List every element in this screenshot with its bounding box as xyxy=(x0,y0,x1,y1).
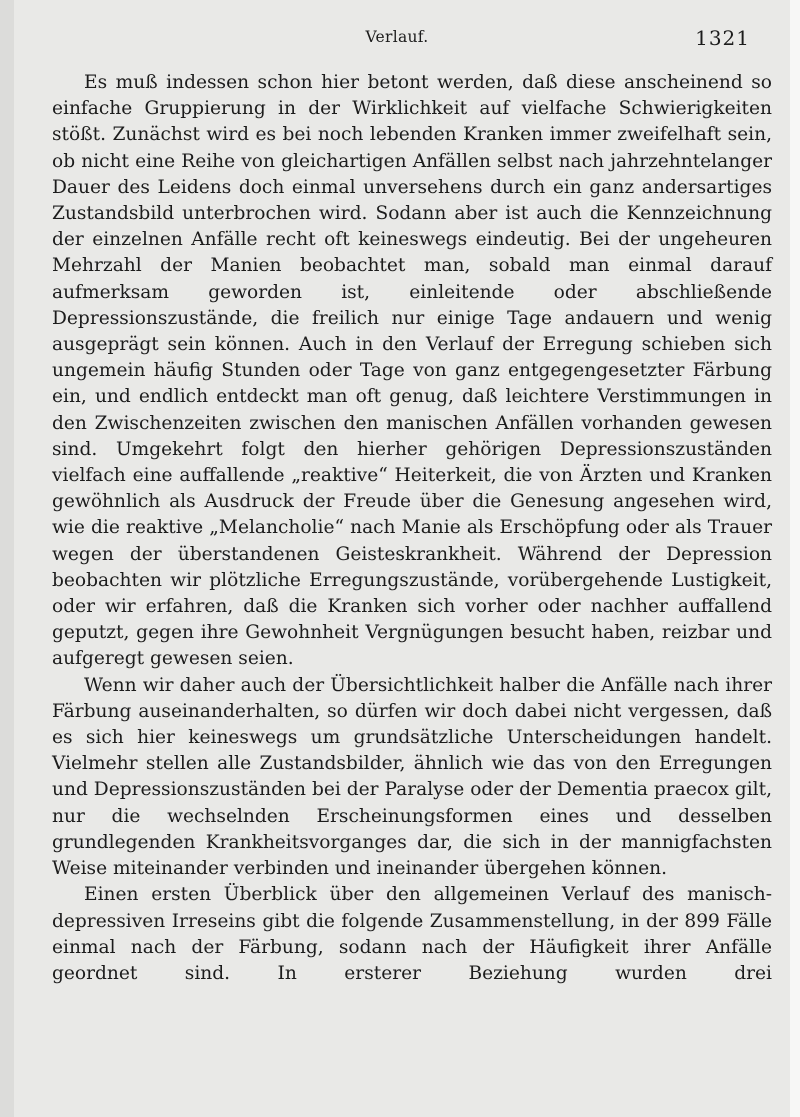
page-number: 1321 xyxy=(695,26,750,50)
paragraph: Es muß indessen schon hier betont werden, daß diese anscheinend so einfache Gruppierung in der Wirklichkeit auf vielfache Schwierigkeiten stößt. Zunächst wird es bei noch lebenden Kranken immer zweifelhaft sein, ob nicht eine Reihe von gleichartigen Anfällen selbst nach jahrzehntelanger Dauer des Leidens doch einmal unversehens durch ein ganz andersartiges Zustandsbild unterbrochen wird. Sodann aber ist auch die Kennzeichnung der einzelnen Anfälle recht oft keineswegs eindeutig. Bei der ungeheuren Mehrzahl der Manien beobachtet man, sobald man einmal darauf aufmerksam geworden ist, einleitende oder abschließende Depressionszustände, die freilich nur einige Tage andauern und wenig ausgeprägt sein können. Auch in den Verlauf der Erregung schieben sich ungemein häufig Stunden oder Tage von ganz entgegengesetzter Färbung ein, und endlich entdeckt man oft genug, daß leichtere Verstimmungen in den Zwischenzeiten zwischen den manischen Anfällen vorhanden gewesen sind. Umgekehrt folgt den hierher gehörigen Depressionszuständen vielfach eine auffallende „reaktive“ Heiterkeit, die von Ärzten und Kranken gewöhnlich als Ausdruck der Freude über die Genesung angesehen wird, wie die reaktive „Melancholie“ nach Manie als Erschöpfung oder als Trauer wegen der überstandenen Geisteskrankheit. Während der Depression beobachten wir plötzliche Erregungszustände, vorübergehende Lustigkeit, oder wir erfahren, daß die Kranken sich vorher oder nachher auffallend geputzt, gegen ihre Gewohnheit Vergnügungen besucht haben, reizbar und aufgeregt gewesen seien. xyxy=(52,72,772,670)
running-title: Verlauf. xyxy=(365,28,429,46)
body-text xyxy=(52,70,772,987)
paragraph: Einen ersten Überblick über den allgemeinen Verlauf des manisch-depressiven Irreseins gibt die folgende Zusammenstellung, in der 899 Fälle einmal nach der Färbung, sodann nach der Häufigkeit ihrer Anfälle geordnet sind. In ersterer Beziehung wurden drei xyxy=(52,884,772,984)
page-header xyxy=(44,28,750,56)
paragraph: Wenn wir daher auch der Übersichtlichkeit halber die Anfälle nach ihrer Färbung auseinanderhalten, so dürfen wir doch dabei nicht vergessen, daß es sich hier keineswegs um grundsätzliche Unterscheidungen handelt. Vielmehr stellen alle Zustandsbilder, ähnlich wie das von den Erregungen und Depressionszuständen bei der Paralyse oder der Dementia praecox gilt, nur die wechselnden Erscheinungsformen eines und desselben grundlegenden Krankheitsvorganges dar, die sich in der mannigfachsten Weise miteinander verbinden und ineinander übergehen können. xyxy=(52,674,772,880)
